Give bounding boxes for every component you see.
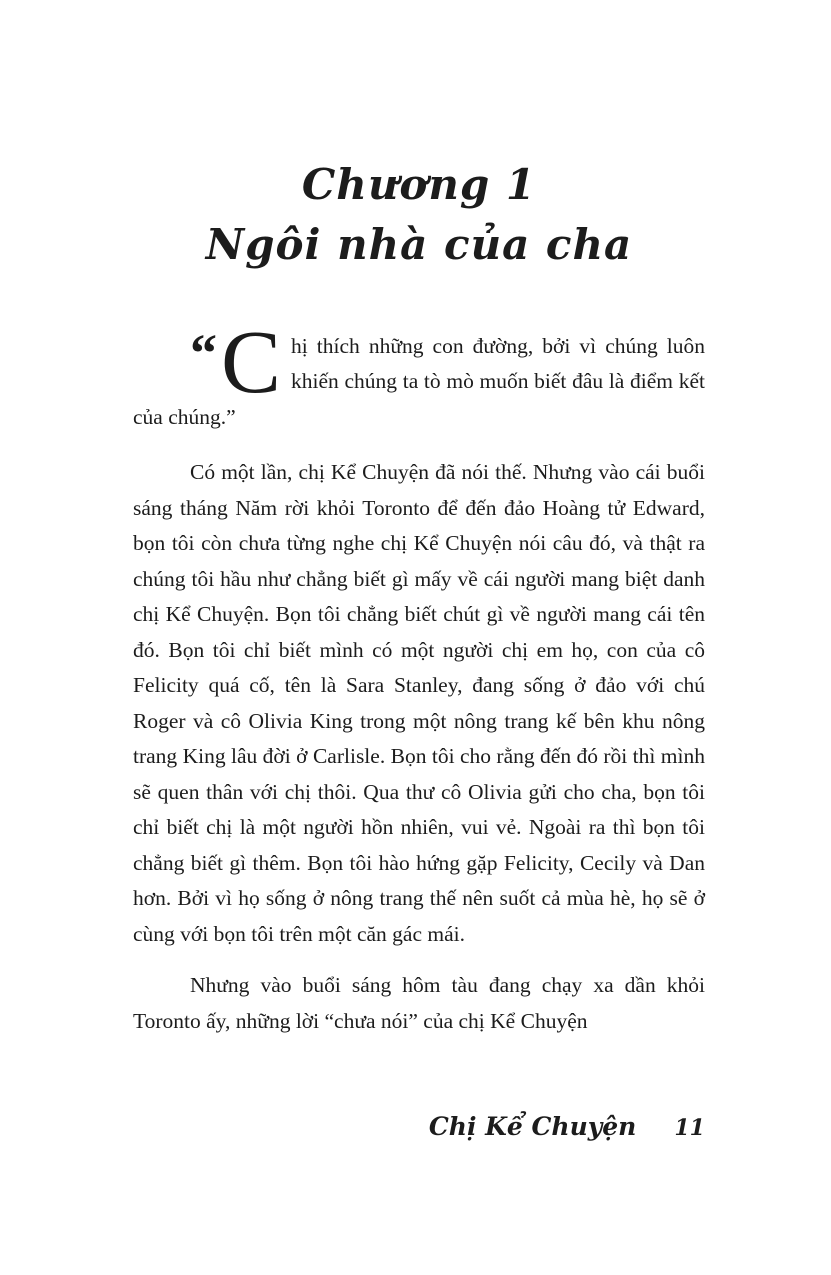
paragraph: Có một lần, chị Kể Chuyện đã nói thế. Nhưng vào cái buổi sáng tháng Năm rời khỏi Toronto để đến đảo Hoàng tử Edward, bọn tôi còn chưa từng nghe chị Kể Chuyện nói câu đó, và thật ra chúng tôi hầu như chẳng biết gì mấy về cái người mang biệt danh chị Kể Chuyện. Bọn tôi chẳng biết chút gì về người mang cái tên đó. Bọn tôi chỉ biết mình có một người chị em họ, con của cô Felicity quá cố, tên là Sara Stanley, đang sống ở đảo với chú Roger và cô Olivia King trong một nông trang kế bên khu nông trang King lâu đời ở Carlisle. Bọn tôi cho rằng đến đó rồi thì mình sẽ quen thân với chị thôi. Qua thư cô Olivia gửi cho cha, bọn tôi chỉ biết chị là một người hồn nhiên, vui vẻ. Ngoài ra thì bọn tôi chẳng biết gì thêm. Bọn tôi hào hứng gặp Felicity, Cecily và Dan hơn. Bởi vì họ sống ở nông trang thế nên suốt cả mùa hè, họ sẽ ở cùng với bọn tôi trên một căn gác mái. — [133, 460, 705, 946]
opening-quote-paragraph — [133, 312, 705, 436]
dropcap-letter: C — [221, 312, 282, 412]
chapter-heading — [133, 160, 705, 271]
page-content — [133, 0, 705, 1039]
page-body — [133, 312, 705, 1040]
quote-text: hị thích những con đường, bởi vì chúng luôn khiến chúng ta tò mò muốn biết đâu là điểm kết của chúng.” — [133, 333, 705, 429]
running-title: Chị Kể Chuyện — [428, 1112, 637, 1141]
chapter-title: Ngôi nhà của cha — [205, 220, 633, 270]
page-number: 11 — [674, 1115, 705, 1141]
dropcap-block — [190, 312, 282, 412]
paragraph: Nhưng vào buổi sáng hôm tàu đang chạy xa dần khỏi Toronto ấy, những lời “chưa nói” của chị Kể Chuyện — [133, 973, 705, 1033]
opening-quote-mark: “ — [190, 322, 217, 383]
page-footer — [429, 1112, 705, 1141]
chapter-number: Chương 1 — [301, 160, 537, 209]
